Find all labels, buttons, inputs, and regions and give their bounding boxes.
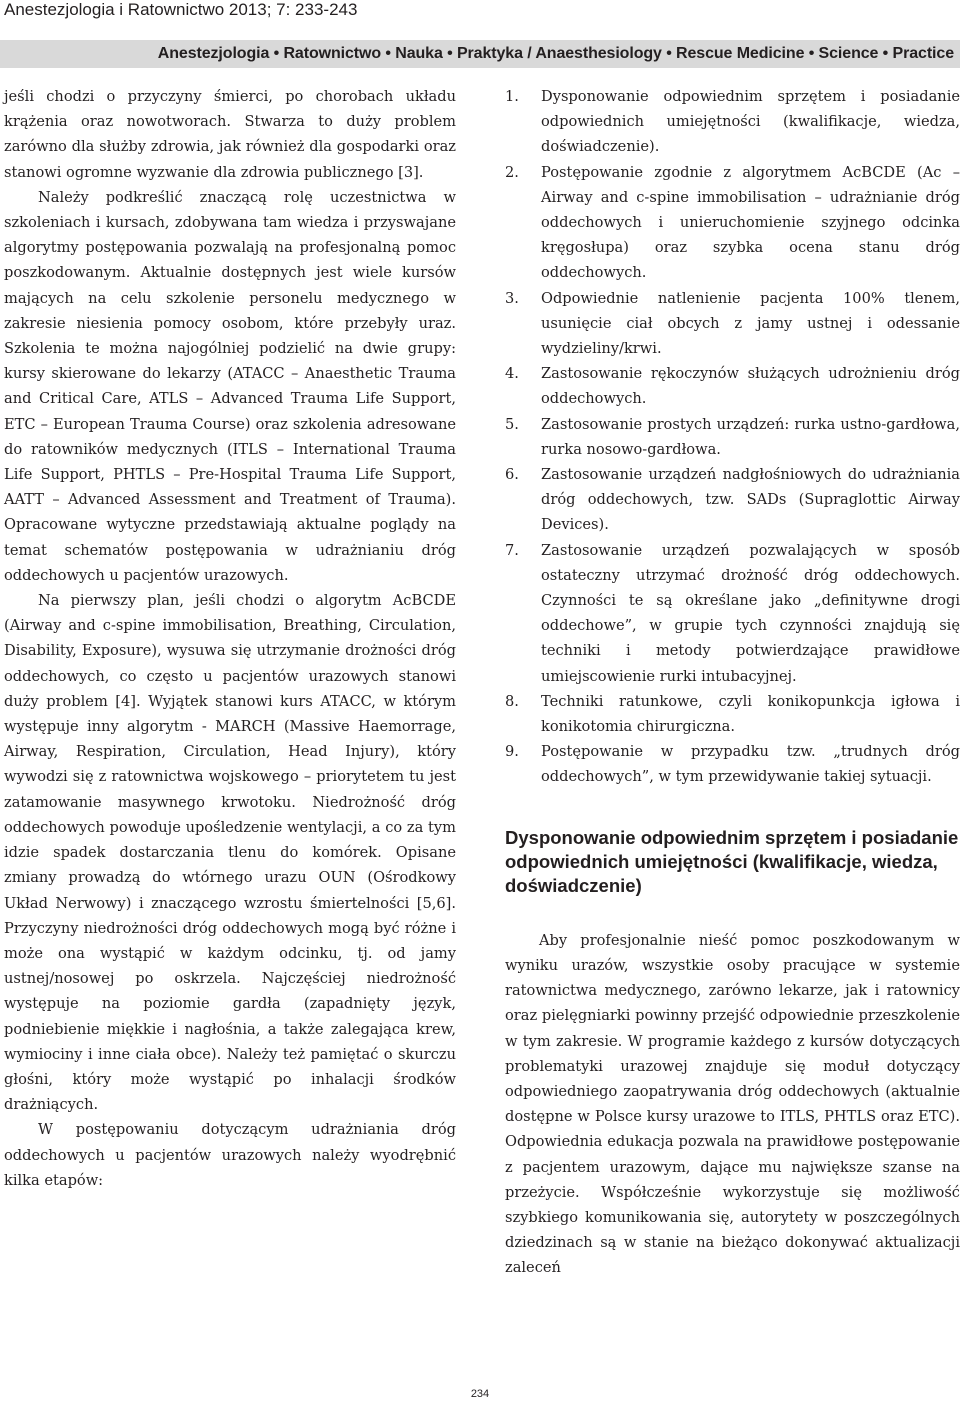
- list-item-text: Dysponowanie odpowiednim sprzętem i posiadanie odpowiednich umiejętności (kwalifikacje, wiedza, doświadczenie).: [541, 88, 960, 156]
- page-number: 234: [470, 1388, 490, 1400]
- list-item: [505, 361, 960, 411]
- list-item-text: Zastosowanie urządzeń nadgłośniowych do udrażniania dróg oddechowych, tzw. SADs (Supraglottic Airway Devices).: [541, 466, 960, 534]
- list-item: [505, 160, 960, 286]
- running-head-bar: [0, 40, 960, 68]
- list-item-text: Zastosowanie urządzeń pozwalających w sposób ostateczny utrzymać drożność dróg oddechowych. Czynności te są określane jako „definitywne drogi oddechowe”, w grupie tych czynności znajdują się techniki i metody potwierdzające prawidłowe umiejscowienie rurki intubacyjnej.: [541, 541, 960, 685]
- list-item: [505, 739, 960, 789]
- paragraph-1: jeśli chodzi o przyczyny śmierci, po chorobach układu krążenia oraz nowotworach. Stwarza to duży problem zarówno dla służby zdrowia, jak również dla gospodarki oraz stanowi ogromne wyzwanie dla zdrowia publicznego [3].: [4, 88, 456, 181]
- list-item-number: 5.: [505, 415, 519, 433]
- paragraph-4: W postępowaniu dotyczącym udrażniania dróg oddechowych u pacjentów urazowych należy wyodrębnić kilka etapów:: [4, 1121, 456, 1189]
- section-heading: Dysponowanie odpowiednim sprzętem i posiadanie odpowiednich umiejętności (kwalifikacje, wiedza, doświadczenie): [505, 826, 959, 896]
- list-item: [505, 462, 960, 538]
- running-head-text: Anestezjologia • Ratownictwo • Nauka • Praktyka / Anaesthesiology • Rescue Medicine • Science • Practice: [157, 45, 954, 62]
- list-item-text: Odpowiednie natlenienie pacjenta 100% tlenem, usunięcie ciał obcych z jamy ustnej i odessanie wydzieliny/krwi.: [541, 289, 960, 358]
- list-item-number: 9.: [505, 743, 519, 761]
- list-item-text: Techniki ratunkowe, czyli konikopunkcja igłowa i konikotomia chirurgiczna.: [541, 692, 960, 736]
- section-paragraph: Aby profesjonalnie nieść pomoc poszkodowanym w wyniku urazów, wszystkie osoby pracujące w systemie ratownictwa medycznego, zarówno lekarze, jak i ratownicy oraz pielęgniarki powinny przejść odpowiednie przeszkolenie w tym zakresie. W programie każdego z kursów dotyczących problematyki urazowej znajduje się moduł dotyczący odpowiedniego zaopatrywania dróg oddechowych (aktualnie dostępne w Polsce kursy urazowe to ITLS, PHTLS oraz ETC). Odpowiednia edukacja pozwala na prawidłowe postępowanie z pacjentem urazowym, dające mu największe szanse na przeżycie. Współcześnie wykorzystuje się możliwość szybkiego komunikowania się, autorytety w poszczególnych dziedzinach są w stanie na bieżąco dokonywać aktualizacji zaleceń: [505, 931, 960, 1277]
- list-item-number: 4.: [505, 365, 519, 383]
- list-item-text: Postępowanie zgodnie z algorytmem AcBCDE (Ac – Airway and c-spine immobilisation – udrażnianie dróg oddechowych i unieruchomienie szyjnego odcinka kręgosłupa) oraz szybka ocena stanu dróg oddechowych.: [541, 163, 960, 282]
- right-column: [505, 84, 960, 1281]
- list-item-number: 2.: [505, 163, 519, 181]
- list-item: [505, 412, 960, 462]
- paragraph-2: Należy podkreślić znaczącą rolę uczestnictwa w szkoleniach i kursach, zdobywana tam wiedza i przyswajane algorytmy postępowania pozwalają na profesjonalną pomoc poszkodowanym. Aktualnie dostępnych jest wiele kursów mających na celu szkolenie personelu medycznego w zakresie niesienia pomocy osobom, które przebyły uraz. Szkolenia te można najogólniej podzielić na dwie grupy: kursy skierowane do lekarzy (ATACC – Anaesthetic Trauma and Critical Care, ATLS – Advanced Trauma Life Support, ETC – European Trauma Course) oraz szkolenia adresowane do ratowników medycznych (ITLS – International Trauma Life Support, PHTLS – Pre-Hospital Trauma Life Support, AATT – Advanced Assessment and Treatment of Trauma). Opracowane wytyczne przedstawiają aktualne poglądy na temat schematów postępowania w udrażnianiu dróg oddechowych u pacjentów urazowych.: [4, 188, 456, 584]
- left-column: [4, 84, 456, 1193]
- list-item: [505, 84, 960, 160]
- paragraph-3: Na pierwszy plan, jeśli chodzi o algorytm AcBCDE (Airway and c-spine immobilisation, Breathing, Circulation, Disability, Exposure), wysuwa się utrzymanie drożności dróg oddechowych, co często u pacjentów urazowych stanowi duży problem [4]. Wyjątek stanowi kurs ATACC, w którym występuje inny algorytm - MARCH (Massive Haemorrage, Airway, Respiration, Circulation, Head Injury), który wywodzi się z ratownictwa wojskowego – priorytetem tu jest zatamowanie masywnego krwotoku. Niedrożność dróg oddechowych powoduje upośledzenie wentylacji, a co za tym idzie spadek dostarczania tlenu do komórek. Opisane zmiany prowadzą do wtórnego urazu OUN (Ośrodkowy Układ Nerwowy) i znaczącego wzrostu śmiertelności [5,6]. Przyczyny niedrożności dróg oddechowych mogą być różne i może ona wystąpić w każdym odcinku, tj. od jamy ustnej/nosowej po oskrzela. Najczęściej niedrożność występuje na poziomie gardła (zapadnięty język, podniebienie miękkie i nagłośnia, a także zalegająca krew, wymiociny i inne ciała obce). Należy też pamiętać o skurczu głośni, który może wystąpić po inhalacji środków drażniących.: [4, 592, 456, 1114]
- list-item-number: 1.: [505, 88, 519, 105]
- list-item: [505, 689, 960, 739]
- journal-reference: Anestezjologia i Ratownictwo 2013; 7: 233-243: [4, 0, 358, 19]
- list-item-text: Postępowanie w przypadku tzw. „trudnych dróg oddechowych”, w tym przewidywanie takiej sytuacji.: [541, 743, 960, 786]
- list-item-number: 6.: [505, 466, 519, 484]
- list-item-number: 3.: [505, 289, 519, 307]
- list-item-text: Zastosowanie rękoczynów służących udrożnieniu dróg oddechowych.: [541, 365, 960, 408]
- list-item-number: 8.: [505, 692, 519, 710]
- list-item-number: 7.: [505, 541, 519, 559]
- airway-steps-list: [505, 84, 960, 790]
- list-item-text: Zastosowanie prostych urządzeń: rurka ustno-gardłowa, rurka nosowo-gardłowa.: [541, 415, 960, 458]
- list-item: [505, 286, 960, 362]
- list-item: [505, 538, 960, 689]
